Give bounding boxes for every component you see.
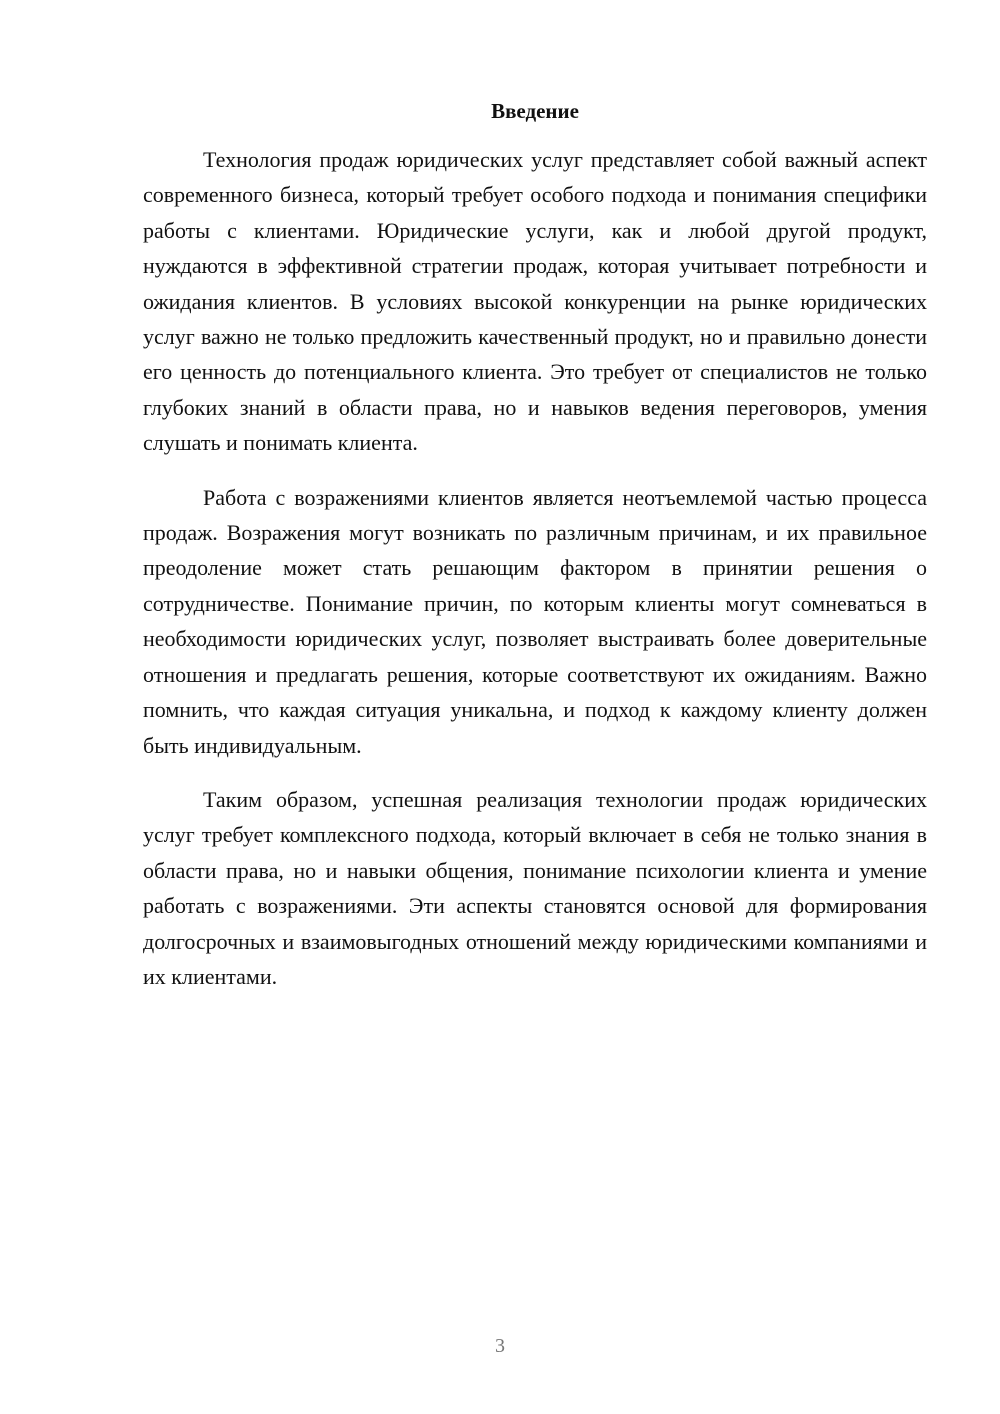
body-text [143,142,927,1013]
page-number: 3 [495,1335,505,1357]
paragraph-2: Работа с возражениями клиентов является неотъемлемой частью процесса продаж. Возражения могут возникать по различным причинам, и их правильное преодоление может стать решающим фактором в принятии решения о сотрудничестве. Понимание причин, по которым клиенты могут сомневаться в необходимости юридических услуг, позволяет выстраивать более доверительные отношения и предлагать решения, которые соответствуют их ожиданиям. Важно помнить, что каждая ситуация уникальна, и подход к каждому клиенту должен быть индивидуальным. [143,484,927,758]
section-heading: Введение [491,99,579,123]
paragraph-1: Технология продаж юридических услуг представляет собой важный аспект современного бизнеса, который требует особого подхода и понимания специфики работы с клиентами. Юридические услуги, как и любой другой продукт, нуждаются в эффективной стратегии продаж, которая учитывает потребности и ожидания клиентов. В условиях высокой конкуренции на рынке юридических услуг важно не только предложить качественный продукт, но и правильно донести его ценность до потенциального клиента. Это требует от специалистов не только глубоких знаний в области права, но и навыков ведения переговоров, умения слушать и понимать клиента. [143,147,927,456]
paragraph-3: Таким образом, успешная реализация технологии продаж юридических услуг требует комплексного подхода, который включает в себя не только знания в области права, но и навыки общения, понимание психологии клиента и умение работать с возражениями. Эти аспекты становятся основой для формирования долгосрочных и взаимовыгодных отношений между юридическими компаниями и их клиентами. [143,786,927,989]
